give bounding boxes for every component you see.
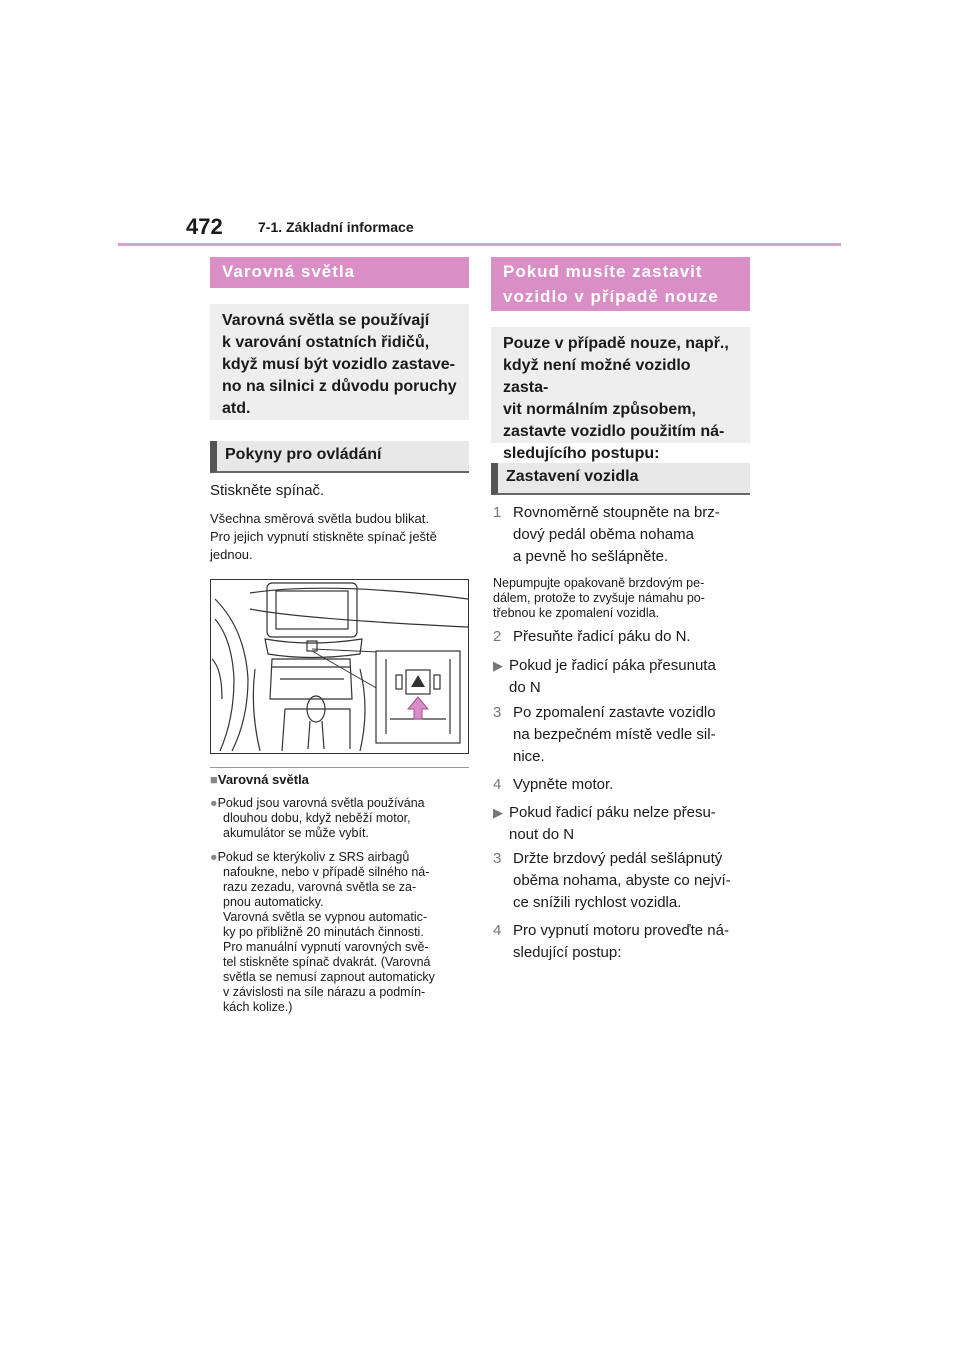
info-bullet: [210, 796, 472, 841]
bullet-line: razu zezadu, varovná světla se za-: [223, 880, 417, 894]
intro-line: k varování ostatních řidičů,: [222, 334, 430, 351]
step-line: Vypněte motor.: [513, 776, 614, 793]
step-line: Držte brzdový pedál sešlápnutý: [513, 850, 723, 867]
info-bullet: [210, 850, 472, 1015]
step-4a: [493, 774, 613, 796]
intro-line: sledujícího postupu:: [503, 445, 660, 462]
bullet-line: Pokud se kterýkoliv z SRS airbagů: [217, 850, 410, 864]
info-heading: [210, 772, 309, 787]
case-line: nout do N: [509, 826, 575, 843]
bullet-line: Varovná světla se vypnou automatic-: [223, 910, 428, 924]
step-line: Přesuňte řadicí páku do N.: [513, 628, 691, 645]
instruction-text: Stiskněte spínač.: [210, 482, 325, 499]
note-line: jednou.: [210, 547, 253, 562]
subsection-title-stopping: Zastavení vozidla: [491, 463, 750, 495]
bullet-line: světla se nemusí zapnout automaticky: [223, 970, 435, 984]
step-line: a pevně ho sešlápněte.: [513, 548, 669, 565]
step-3b: [493, 848, 731, 914]
step-number: 4: [493, 776, 502, 793]
intro-line: když není možné vozidlo zasta-: [503, 357, 691, 396]
note-line: Nepumpujte opakovaně brzdovým pe-: [493, 576, 705, 590]
section-title-line: vozidlo v případě nouze: [503, 287, 719, 306]
step-line: ce snížili rychlost vozidla.: [513, 894, 682, 911]
step-1-note: [493, 576, 755, 621]
bullet-line: Pro manuální vypnutí varovných svě-: [223, 940, 429, 954]
case-line: Pokud řadicí páku nelze přesu-: [509, 804, 716, 821]
step-line: na bezpečném místě vedle sil-: [513, 726, 716, 743]
note-line: Všechna směrová světla budou blikat.: [210, 511, 429, 526]
step-line: Pro vypnutí motoru proveďte ná-: [513, 922, 729, 939]
step-line: sledující postup:: [513, 944, 622, 961]
triangle-right-icon: ▶: [493, 805, 503, 820]
subsection-title-operation: Pokyny pro ovládání: [210, 441, 469, 473]
page-number: 472: [186, 214, 223, 239]
bullet-line: tel stiskněte spínač dvakrát. (Varovná: [223, 955, 431, 969]
section-title-emergency-stop: [491, 257, 750, 311]
step-4b: [493, 920, 729, 964]
intro-line: Pouze v případě nouze, např.,: [503, 335, 729, 352]
section-title-hazard-lights: Varovná světla: [210, 257, 469, 288]
step-line: oběma nohama, abyste co nejví-: [513, 872, 731, 889]
step-number: 2: [493, 628, 502, 645]
info-divider: [210, 767, 469, 768]
triangle-right-icon: ▶: [493, 658, 503, 673]
dashboard-illustration: [210, 579, 469, 754]
bullet-line: akumulátor se může vybít.: [223, 826, 369, 840]
bullet-line: nafoukne, nebo v případě silného ná-: [223, 865, 430, 879]
info-heading-text: Varovná světla: [217, 772, 309, 787]
intro-box: [210, 304, 469, 420]
case-line: Pokud je řadicí páka přesunuta: [509, 657, 716, 674]
bullet-line: kách kolize.): [223, 1000, 293, 1014]
header-rule: [118, 243, 841, 246]
step-2: [493, 626, 691, 648]
note-line: třebnou ke zpomalení vozidla.: [493, 606, 660, 620]
note-line: dálem, protože to zvyšuje námahu po-: [493, 591, 705, 605]
step-line: Po zpomalení zastavte vozidlo: [513, 704, 716, 721]
case-shifted-to-n: [493, 655, 716, 699]
bullet-line: dlouhou dobu, když neběží motor,: [223, 811, 411, 825]
intro-line: Varovná světla se používají: [222, 312, 430, 329]
step-number: 3: [493, 850, 502, 867]
circle-bullet-icon: ●: [210, 850, 218, 864]
step-1: [493, 502, 755, 568]
bullet-line: v závislosti na síle nárazu a podmín-: [223, 985, 426, 999]
intro-line: atd.: [222, 400, 251, 417]
step-3a: [493, 702, 716, 768]
bullet-line: ky po přibližně 20 minutách činnosti.: [223, 925, 424, 939]
step-line: nice.: [513, 748, 545, 765]
section-title-line: Pokud musíte zastavit: [503, 262, 703, 281]
circle-bullet-icon: ●: [210, 796, 218, 810]
case-line: do N: [509, 679, 541, 696]
step-number: 1: [493, 504, 502, 521]
instruction-note: [210, 510, 470, 564]
step-number: 3: [493, 704, 502, 721]
intro-line: když musí být vozidlo zastave-: [222, 356, 455, 373]
intro-line: no na silnici z důvodu poruchy: [222, 378, 457, 395]
note-line: Pro jejich vypnutí stiskněte spínač ještě: [210, 529, 437, 544]
step-line: dový pedál oběma nohama: [513, 526, 694, 543]
case-cannot-shift: [493, 802, 716, 846]
chapter-title: 7-1. Základní informace: [258, 219, 414, 235]
emergency-intro-box: [491, 327, 750, 462]
intro-line: vit normálním způsobem,: [503, 401, 696, 418]
step-line: Rovnoměrně stoupněte na brz-: [513, 504, 720, 521]
bullet-line: Pokud jsou varovná světla používána: [217, 796, 425, 810]
step-number: 4: [493, 922, 502, 939]
intro-line: zastavte vozidlo použitím ná-: [503, 423, 725, 440]
bullet-line: pnou automaticky.: [223, 895, 324, 909]
square-bullet-icon: ■: [210, 772, 218, 787]
